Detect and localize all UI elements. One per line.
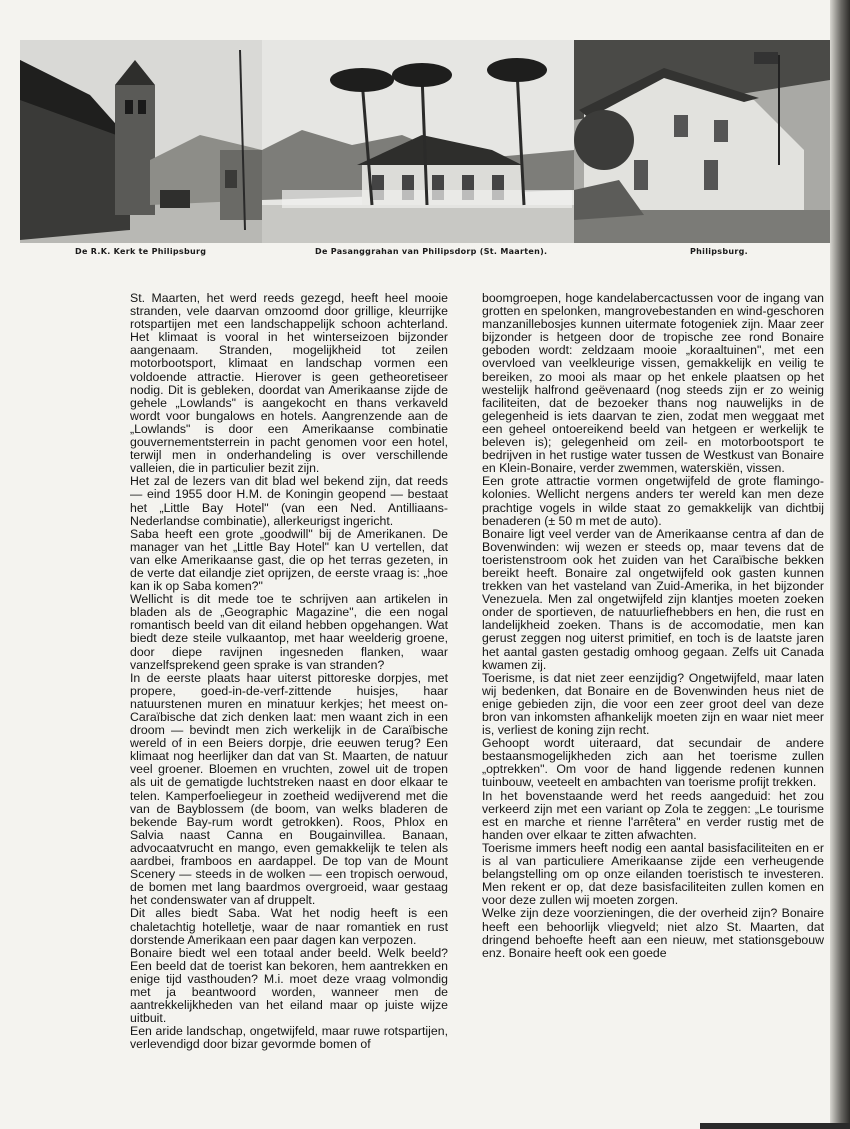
paragraph: Welke zijn deze voorzieningen, die der overheid zijn? Bonaire heeft een behoorlijk vliegveld; niet alzo St. Maarten, dat dringend behoefte heeft aan een nieuw, met stationsgebouw enz. Bonaire heeft ook een goede [482,906,824,960]
paragraph: Toerisme immers heeft nodig een aantal basisfaciliteiten en er is al van particuliere Amerikaanse zijde een verheugende belangstelling om op onze eilanden toeristisch te investeren. Men rekent er op, dat deze basisfaciliteiten zullen komen en voor deze zullen wij moeten zorgen. [482,840,824,908]
paragraph: In de eerste plaats haar uiterst pittoreske dorpjes, met propere, goed-in-de-verf-zittende huisjes, haar natuurstenen muren en minatuur kerkjes; het meest on-Caraïbische dat zich denken laat: men waant zich in een droom — bevindt men zich werkelijk in de Caraïbische wereld of in een Beiers dorpje, drie eeuwen terug? Een klimaat nog heerlijker dan dat van St. Maarten, de natuur veel groener. Bloemen en vruchten, zowel uit de tropen als uit de gematigde luchtstreken naast en door elkaar te telen. Kamperfoeliegeur in zoetheid wedijverend met die van de Bayblossem (de boom, van welks bladeren de bekende Bay-rum wordt getrokken). Roos, Phlox en Salvia naast Canna en Bougainvillea. Banaan, advocaatvrucht en mango, even gemakkelijk te telen als aardbei, framboos en aardappel. De top van de Mount Scenery — steeds in de wolken — een tropisch oerwoud, de bomen met lang baardmos overgroeid, waar gestaag het condenswater van af druppelt. [130,670,448,908]
photo-philipsburg [574,40,830,243]
paragraph: Een grote attractie vormen ongetwijfeld de grote flamingo-kolonies. Wellicht nergens anders ter wereld kan men deze prachtige vogels in wilde staat zo gemakkelijk van dichtbij benaderen (± 50 m met de auto). [482,474,824,528]
paragraph: Het zal de lezers van dit blad wel bekend zijn, dat reeds — eind 1955 door H.M. de Koningin geopend — bestaat het „Little Bay Hotel" (van een Ned. Antilliaans-Nederlandse combinatie), allerkeurigst ingericht. [130,474,448,528]
photo-pasanggrahan [262,40,574,243]
paragraph: Wellicht is dit mede toe te schrijven aan artikelen in bladen als de „Geographic Magazine", die een nogal romantisch beeld van dit eiland hebben opgehangen. Wat biedt deze steile vulkaantop, met haar weelderig groene, door diepe ravijnen ingesneden flanken, waar vanzelfsprekend geen sprake is van stranden? [130,592,448,672]
photo-church-philipsburg [20,40,262,243]
paragraph: In het bovenstaande werd het reeds aangeduid: het zou verkeerd zijn met een variant op Zola te zeggen: „Le tourisme est en marche et rienne l'arrêtera" en verder rustig met de handen over elkaar te zitten afwachten. [482,788,824,842]
paragraph: St. Maarten, het werd reeds gezegd, heeft heel mooie stranden, vele daarvan omzoomd door grillige, kleurrijke rotspartijen met een landschappelijk schoon achterland. Het klimaat is vooral in het winterseizoen bijzonder aangenaam. Stranden, mogelijkheid tot zeilen motorbootsport, klimaat en landschap vormen een voldoende attractie. Hierover is geen getheoretiseer nodig. Dit is gebleken, doordat van Amerikaanse zijde de gehele „Lowlands" is aangekocht en thans verkaveld wordt voor bungalows en hotels. Aangrenzende aan de „Lowlands" is door een Amerikaanse combinatie gouvernementsterrein in pacht genomen voor een hotel, terwijl men in onderhandeling is over verschillende valleien, die in particulier bezit zijn. [130,292,448,476]
paragraph: Een aride landschap, ongetwijfeld, maar ruwe rotspartijen, verlevendigd door bizar gevormde bomen of [130,1024,448,1052]
page-binding-edge [830,0,850,1129]
paragraph: Toerisme, is dat niet zeer eenzijdig? Ongetwijfeld, maar laten wij bedenken, dat Bonaire en de Bovenwinden heus niet de enige gebieden zijn, die voor een zeer groot deel van deze bron van inkomsten afhankelijk moeten zijn en waar niet meer is, verliest de koning zijn recht. [482,670,824,738]
caption-philipsburg: Philipsburg. [690,247,749,256]
article-column-left [130,292,448,1092]
paragraph: Saba heeft een grote „goodwill" bij de Amerikanen. De manager van het „Little Bay Hotel" kan U vertellen, dat van elke Amerikaanse gast, die op het terras gezeten, in de verte dat eilandje ziet oprijzen, de eerste vraag is: „hoe kan ik op Saba komen?" [130,526,448,594]
article-column-right [482,292,824,1092]
paragraph: Bonaire ligt veel verder van de Amerikaanse centra af dan de Bovenwinden: wij wezen er steeds op, maar tevens dat de toeristenstroom ook het zuiden van het Caraïbische bekken bereikt heeft. Bonaire zal ongetwijfeld ook gasten kunnen trekken van het vasteland van Zuid-Amerika, in het bijzonder Venezuela. Men zal ongetwijfeld zijn klantjes moeten zoeken onder de sportieven, de natuurliefhebbers en hen, die rust en landelijkheid zoeken. Thans is de accomodatie, men kan gerust zeggen nog uiterst primitief, en toch is de laatste jaren het aantal gasten gestadig omhoog gegaan. Zelfs uit Canada kwamen zij. [482,526,824,672]
caption-church: De R.K. Kerk te Philipsburg [75,247,207,256]
paragraph: Gehoopt wordt uiteraard, dat secundair de andere bestaansmogelijkheden zich aan het toerisme zullen „optrekken". Om voor de hand liggende redenen kunnen tuinbouw, veeteelt en ambachten van toerisme profijt trekken. [482,736,824,790]
paragraph: boomgroepen, hoge kandelabercactussen voor de ingang van grotten en spelonken, mangrovebestanden en wind-geschoren manzanillebosjes kunnen uitermate fotogeniek zijn. Maar zeer bijzonder is hetgeen door de tropische zee rond Bonaire geboden wordt: zeldzaam mooie „koraaltuinen", met een overvloed van veelkleurige vissen, gemakkelijk en veilig te bereiken, zo mooi als maar op het enkele plaatsen op het westelijk halfrond geëvenaard (nog steeds zijn er zo weinig faciliteiten, dat de bezoeker thans nog nauwelijks in de gelegenheid is iets daarvan te zien, zodat men weggaat met een geheel ontoereikend beeld van hetgeen er werkelijk te beleven is); gelegenheid om zeil- en motorbootsport te bedrijven in het rustige water tussen de Westkust van Bonaire en Klein-Bonaire, verder zwemmen, waterskiën, vissen. [482,292,824,476]
scan-bottom-strip [700,1123,850,1129]
caption-pasanggrahan: De Pasanggrahan van Philipsdorp (St. Maarten). [315,247,548,256]
paragraph: Bonaire biedt wel een totaal ander beeld. Welk beeld? Een beeld dat de toerist kan bekoren, hem aantrekken en enige tijd vasthouden? M.i. moet deze vraag volmondig met ja beantwoord worden, wanneer men de aantrekkelijkheden van het eiland maar op juiste wijze uitbuit. [130,945,448,1026]
paragraph: Dit alles biedt Saba. Wat het nodig heeft is een chaletachtig hotelletje, waar de naar romantiek en rust dorstende Amerikaan een paar dagen kan verpozen. [130,906,448,947]
